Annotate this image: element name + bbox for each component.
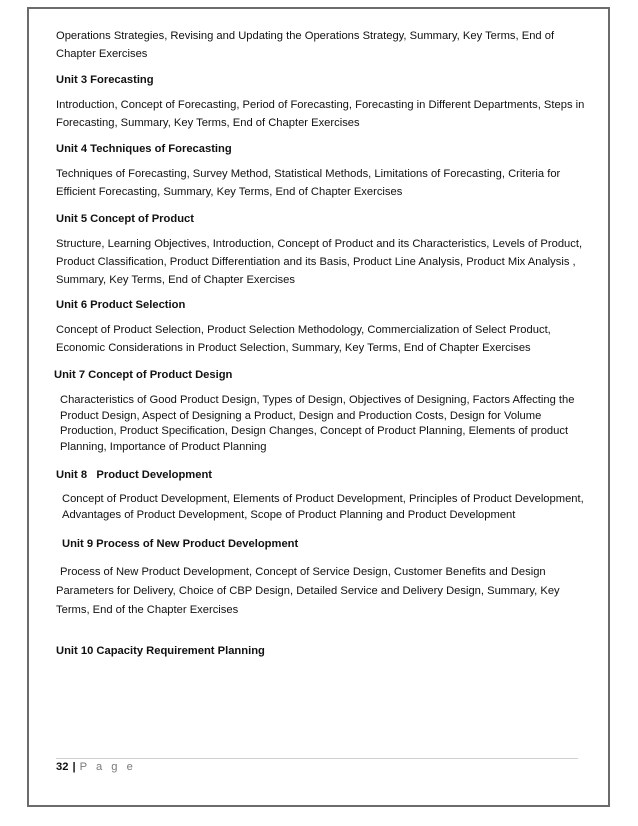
unit-4-body: Techniques of Forecasting, Survey Method, Statistical Methods, Limitations of Forecasting, Criteria for Efficient Forecasting, Summary, Key Terms, End of Chapter Exercises bbox=[56, 168, 561, 198]
unit-9-body: Process of New Product Development, Concept of Service Design, Customer Benefits and Design Parameters for Delivery, Choice of CBP Design, Detailed Service and Delivery Design, Summary, Key Terms, End of the Chapter Exercises bbox=[56, 566, 560, 616]
unit-3-body: Introduction, Concept of Forecasting, Period of Forecasting, Forecasting in Different Departments, Steps in Forecasting, Summary, Key Terms, End of Chapter Exercises bbox=[56, 99, 585, 129]
page-number: 32 bbox=[56, 761, 69, 773]
unit-8-heading: Unit 8 Product Development bbox=[56, 469, 213, 481]
unit-9-heading: Unit 9 Process of New Product Development bbox=[62, 538, 299, 550]
unit-10-heading: Unit 10 Capacity Requirement Planning bbox=[56, 645, 265, 657]
intro-paragraph: Operations Strategies, Revising and Updating the Operations Strategy, Summary, Key Terms, End of Chapter Exercises bbox=[56, 30, 555, 60]
unit-6-body: Concept of Product Selection, Product Selection Methodology, Commercialization of Select Product, Economic Considerations in Product Selection, Summary, Key Terms, End of Chapter Exercises bbox=[56, 324, 551, 354]
unit-5-body: Structure, Learning Objectives, Introduction, Concept of Product and its Characteristics, Levels of Product, Product Classification, Product Differentiation and its Basis, Product Line Analysis, Product Mix Analysis , Summary, Key Terms, End of Chapter Exercises bbox=[56, 238, 583, 286]
unit-5-heading: Unit 5 Concept of Product bbox=[56, 213, 194, 225]
footer-separator: | bbox=[72, 761, 76, 773]
unit-6-heading: Unit 6 Product Selection bbox=[56, 299, 186, 311]
unit-7-body: Characteristics of Good Product Design, Types of Design, Objectives of Designing, Factors Affecting the Product Design, Aspect of Designing a Product, Design and Production Costs, Design for Volume Production, Product Specification, Design Changes, Concept of Product Planning, Elements of product Planning, Importance of Product Planning bbox=[60, 394, 575, 453]
page-footer bbox=[56, 760, 136, 774]
footer-rule bbox=[56, 758, 578, 759]
page-label: P a g e bbox=[79, 761, 136, 773]
page-content bbox=[56, 27, 586, 660]
unit-4-heading: Unit 4 Techniques of Forecasting bbox=[56, 143, 232, 155]
unit-7-heading: Unit 7 Concept of Product Design bbox=[54, 369, 233, 381]
unit-8-body: Concept of Product Development, Elements of Product Development, Principles of Product Development, Advantages of Product Development, Scope of Product Planning and Product Development bbox=[62, 493, 584, 521]
unit-3-heading: Unit 3 Forecasting bbox=[56, 74, 154, 86]
